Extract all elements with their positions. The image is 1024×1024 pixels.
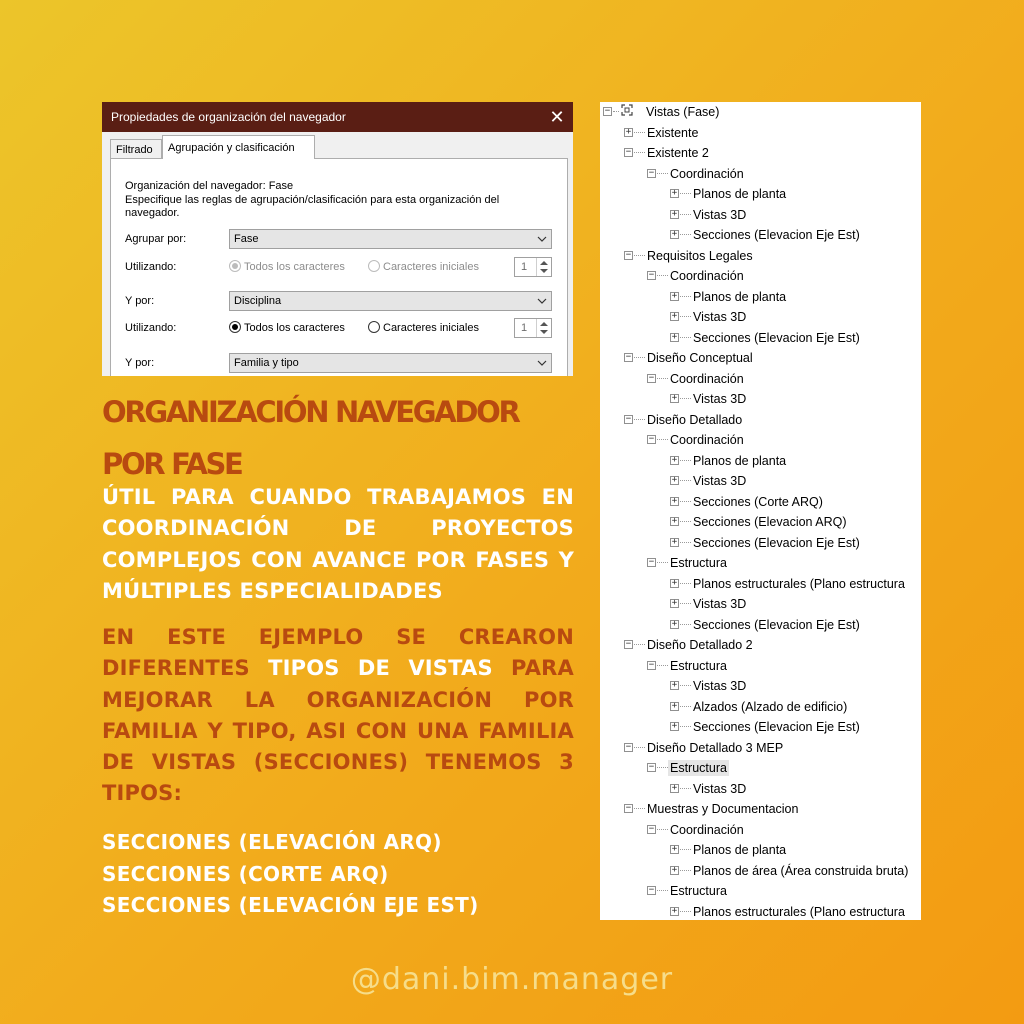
tree-node-label: Planos estructurales (Plano estructura bbox=[693, 576, 905, 591]
project-browser-tree bbox=[600, 102, 921, 920]
tree-connector bbox=[680, 726, 691, 727]
expand-icon[interactable]: + bbox=[671, 700, 678, 711]
tree-node-label: Diseño Detallado 2 bbox=[647, 638, 753, 652]
collapse-icon[interactable]: − bbox=[648, 270, 655, 280]
tree-connector bbox=[634, 747, 645, 748]
type-item-2: SECCIONES (CORTE ARQ) bbox=[102, 862, 389, 886]
all-chars-radio-1[interactable] bbox=[229, 260, 241, 272]
tree-node[interactable] bbox=[600, 143, 921, 163]
tree-node[interactable] bbox=[600, 287, 921, 307]
collapse-icon[interactable]: − bbox=[625, 741, 632, 752]
tree-node[interactable] bbox=[600, 635, 921, 655]
expand-icon[interactable]: + bbox=[671, 905, 678, 916]
tree-node-label: Secciones (Elevacion ARQ) bbox=[693, 515, 847, 529]
tree-connector bbox=[680, 480, 691, 481]
tree-connector bbox=[634, 644, 645, 645]
char-count-stepper-1[interactable] bbox=[514, 257, 552, 277]
stepper-up-icon[interactable] bbox=[540, 322, 548, 326]
tree-connector bbox=[634, 132, 645, 133]
tree-node[interactable] bbox=[600, 615, 921, 635]
tree-connector bbox=[657, 665, 668, 666]
author-handle: @dani.bim.manager bbox=[350, 962, 674, 997]
tree-node[interactable] bbox=[600, 184, 921, 204]
collapse-icon[interactable]: − bbox=[648, 557, 655, 567]
then-by-label-2: Y por: bbox=[125, 357, 155, 369]
tree-node[interactable] bbox=[600, 123, 921, 143]
tree-connector bbox=[680, 849, 691, 850]
all-chars-radio-2[interactable] bbox=[229, 321, 241, 333]
collapse-icon[interactable]: − bbox=[648, 823, 655, 834]
group-by-label: Agrupar por: bbox=[125, 233, 187, 245]
tree-node[interactable] bbox=[600, 799, 921, 819]
tree-node[interactable] bbox=[600, 225, 921, 245]
tree-node[interactable] bbox=[600, 553, 921, 573]
tree-node[interactable] bbox=[600, 881, 921, 901]
tree-connector bbox=[634, 419, 645, 420]
tree-node[interactable] bbox=[600, 451, 921, 471]
headline-line-1: ORGANIZACIÓN NAVEGADOR bbox=[102, 395, 519, 429]
using-options-1 bbox=[229, 259, 509, 275]
collapse-icon[interactable]: − bbox=[648, 885, 655, 895]
char-count-value-1: 1 bbox=[521, 261, 528, 273]
tree-node-label: Planos de área (Área construida bruta) bbox=[693, 863, 909, 878]
tree-connector bbox=[680, 296, 691, 297]
tree-node-label: Vistas 3D bbox=[693, 597, 747, 611]
headline-line-2: POR FASE bbox=[102, 447, 242, 481]
stepper-down-icon[interactable] bbox=[540, 269, 548, 273]
tree-connector bbox=[680, 870, 691, 871]
char-count-value-2: 1 bbox=[521, 322, 528, 334]
organization-name: Organización del navegador: Fase bbox=[125, 180, 294, 192]
group-by-value: Fase bbox=[234, 233, 259, 245]
tree-node-label: Vistas 3D bbox=[693, 781, 747, 796]
expand-icon[interactable]: + bbox=[671, 454, 678, 465]
using-label-1: Utilizando: bbox=[125, 261, 177, 273]
tree-node[interactable] bbox=[600, 430, 921, 450]
chevron-down-icon bbox=[536, 354, 548, 372]
tree-node-label: Vistas 3D bbox=[693, 679, 747, 693]
tree-node[interactable] bbox=[600, 902, 921, 921]
tree-connector bbox=[680, 624, 691, 625]
tree-connector bbox=[680, 911, 691, 912]
tree-connector bbox=[657, 562, 668, 563]
expand-icon[interactable]: + bbox=[671, 577, 678, 588]
all-chars-label-1: Todos los caracteres bbox=[244, 261, 345, 273]
tree-connector bbox=[680, 685, 691, 686]
initial-chars-radio-1[interactable] bbox=[368, 260, 380, 272]
tree-connector bbox=[634, 357, 645, 358]
expand-icon[interactable]: + bbox=[671, 680, 678, 690]
tree-node-label: Secciones (Elevacion Eje Est) bbox=[693, 330, 860, 345]
tree-connector bbox=[657, 829, 668, 830]
tree-node[interactable] bbox=[600, 492, 921, 512]
initial-chars-label-1: Caracteres iniciales bbox=[383, 261, 479, 273]
chevron-down-icon bbox=[536, 230, 548, 248]
char-count-stepper-2[interactable] bbox=[514, 318, 552, 338]
tree-node[interactable] bbox=[600, 656, 921, 676]
tree-node[interactable] bbox=[600, 164, 921, 184]
tree-node-label: Estructura bbox=[670, 884, 727, 898]
tree-node[interactable] bbox=[600, 389, 921, 409]
tree-node-label: Secciones (Elevacion Eje Est) bbox=[693, 535, 860, 550]
tree-node-label: Coordinación bbox=[670, 166, 744, 181]
tree-node-label: Secciones (Elevacion Eje Est) bbox=[693, 617, 860, 632]
expand-icon[interactable]: + bbox=[671, 229, 678, 239]
stepper-down-icon[interactable] bbox=[540, 330, 548, 334]
tree-connector bbox=[680, 398, 691, 399]
tree-connector bbox=[680, 501, 691, 502]
tree-connector bbox=[657, 275, 668, 276]
expand-icon[interactable]: + bbox=[671, 188, 678, 198]
tree-node[interactable] bbox=[600, 574, 921, 594]
tree-node[interactable] bbox=[600, 328, 921, 348]
tree-node[interactable] bbox=[600, 697, 921, 717]
expand-icon[interactable]: + bbox=[671, 393, 678, 403]
using-options-2 bbox=[229, 320, 509, 336]
expand-icon[interactable]: + bbox=[671, 598, 678, 608]
tree-node-label: Estructura bbox=[670, 658, 727, 673]
tree-node-label: Secciones (Elevacion Eje Est) bbox=[693, 720, 860, 734]
tree-connector bbox=[613, 111, 619, 112]
tree-node-label: Diseño Detallado bbox=[647, 412, 743, 427]
tree-connector bbox=[680, 214, 691, 215]
close-icon[interactable]: ✕ bbox=[549, 107, 565, 127]
tree-node[interactable] bbox=[600, 779, 921, 799]
collapse-icon[interactable]: − bbox=[648, 659, 655, 670]
tree-node[interactable] bbox=[600, 738, 921, 758]
all-chars-label-2: Todos los caracteres bbox=[244, 322, 345, 334]
tree-node[interactable] bbox=[600, 861, 921, 881]
chevron-down-icon bbox=[536, 292, 548, 310]
example-highlight: TIPOS DE VISTAS bbox=[268, 656, 493, 681]
tree-connector bbox=[680, 316, 691, 317]
tree-node[interactable] bbox=[600, 758, 921, 778]
then-by-select-2[interactable] bbox=[229, 353, 552, 373]
tree-node-label: Coordinación bbox=[670, 433, 744, 447]
collapse-icon[interactable]: − bbox=[625, 803, 632, 813]
tree-connector bbox=[657, 439, 668, 440]
tree-connector bbox=[657, 173, 668, 174]
tab-agrupacion[interactable]: Agrupación y clasificación bbox=[162, 135, 315, 159]
tree-node-label: Vistas 3D bbox=[693, 392, 747, 406]
stepper-up-icon[interactable] bbox=[540, 261, 548, 265]
tree-node[interactable] bbox=[600, 266, 921, 286]
grouping-panel bbox=[110, 158, 568, 376]
expand-icon[interactable]: + bbox=[671, 475, 678, 485]
tree-connector bbox=[657, 378, 668, 379]
expand-icon[interactable]: + bbox=[671, 844, 678, 854]
tree-node-label: Coordinación bbox=[670, 822, 744, 837]
tree-node[interactable] bbox=[600, 102, 921, 122]
tree-node-label: Muestras y Documentacion bbox=[647, 802, 799, 816]
tree-connector bbox=[680, 603, 691, 604]
tree-node[interactable] bbox=[600, 369, 921, 389]
expand-icon[interactable]: + bbox=[671, 618, 678, 629]
tree-node-label: Planos de planta bbox=[693, 843, 787, 857]
tree-connector bbox=[634, 808, 645, 809]
example-paragraph bbox=[102, 622, 574, 810]
tree-node[interactable] bbox=[600, 410, 921, 430]
initial-chars-label-2: Caracteres iniciales bbox=[383, 322, 479, 334]
tree-node-label: Estructura bbox=[670, 556, 727, 570]
tree-node[interactable] bbox=[600, 820, 921, 840]
expand-icon[interactable]: + bbox=[671, 495, 678, 506]
collapse-icon[interactable]: − bbox=[625, 147, 632, 157]
expand-icon[interactable]: + bbox=[671, 331, 678, 342]
then-by-value-1: Disciplina bbox=[234, 295, 282, 307]
tree-node[interactable] bbox=[600, 307, 921, 327]
tree-node-label: Alzados (Alzado de edificio) bbox=[693, 699, 848, 714]
collapse-icon[interactable]: − bbox=[648, 167, 655, 178]
collapse-icon[interactable]: − bbox=[625, 249, 632, 260]
expand-icon[interactable]: + bbox=[671, 311, 678, 321]
tree-node-label: Vistas 3D bbox=[693, 310, 747, 324]
tree-node-label: Planos de planta bbox=[693, 187, 787, 201]
expand-icon[interactable]: + bbox=[671, 290, 678, 301]
tree-node[interactable] bbox=[600, 512, 921, 532]
tree-node-label: Diseño Detallado 3 MEP bbox=[647, 740, 784, 755]
collapse-icon[interactable]: − bbox=[625, 352, 632, 362]
dialog-title: Propiedades de organización del navegador bbox=[111, 110, 346, 124]
tree-connector bbox=[634, 255, 645, 256]
type-item-1: SECCIONES (ELEVACIÓN ARQ) bbox=[102, 830, 442, 854]
tree-node[interactable] bbox=[600, 594, 921, 614]
tree-node-label: Vistas (Fase) bbox=[646, 105, 720, 119]
tree-node[interactable] bbox=[600, 246, 921, 266]
tree-node-label: Planos de planta bbox=[693, 289, 787, 304]
using-label-2: Utilizando: bbox=[125, 322, 177, 334]
tree-node-label: Coordinación bbox=[670, 269, 744, 283]
tab-filtrado[interactable]: Filtrado bbox=[110, 139, 162, 159]
initial-chars-radio-2[interactable] bbox=[368, 321, 380, 333]
tree-node-label: Secciones (Elevacion Eje Est) bbox=[693, 228, 860, 242]
tree-node[interactable] bbox=[600, 717, 921, 737]
expand-icon[interactable]: + bbox=[671, 864, 678, 875]
tree-node-label: Vistas 3D bbox=[693, 207, 747, 222]
tree-connector bbox=[657, 890, 668, 891]
tree-connector bbox=[657, 767, 668, 768]
expand-icon[interactable]: + bbox=[671, 516, 678, 526]
tree-node-label: Vistas 3D bbox=[693, 474, 747, 488]
tree-node[interactable] bbox=[600, 205, 921, 225]
tree-node[interactable] bbox=[600, 533, 921, 553]
tree-node-label: Secciones (Corte ARQ) bbox=[693, 494, 823, 509]
collapse-icon[interactable]: − bbox=[604, 106, 611, 116]
then-by-select-1[interactable] bbox=[229, 291, 552, 311]
expand-icon[interactable]: + bbox=[671, 782, 678, 793]
tree-node[interactable] bbox=[600, 348, 921, 368]
tree-connector bbox=[680, 706, 691, 707]
description-line-2: navegador. bbox=[125, 207, 180, 219]
tree-node-label: Diseño Conceptual bbox=[647, 351, 753, 365]
tree-connector bbox=[680, 788, 691, 789]
collapse-icon[interactable]: − bbox=[625, 413, 632, 424]
browser-organization-dialog bbox=[102, 102, 573, 376]
collapse-icon[interactable]: − bbox=[648, 372, 655, 383]
expand-icon[interactable]: + bbox=[671, 536, 678, 547]
tree-node-label: Existente 2 bbox=[647, 146, 709, 160]
tree-node[interactable] bbox=[600, 471, 921, 491]
type-item-3: SECCIONES (ELEVACIÓN EJE EST) bbox=[102, 893, 479, 917]
dialog-tabs bbox=[102, 132, 573, 159]
tree-node[interactable] bbox=[600, 676, 921, 696]
tree-connector bbox=[680, 521, 691, 522]
group-by-select[interactable] bbox=[229, 229, 552, 249]
tree-connector bbox=[680, 460, 691, 461]
tree-node-label: Existente bbox=[647, 125, 699, 140]
views-icon bbox=[621, 104, 633, 116]
then-by-label-1: Y por: bbox=[125, 295, 155, 307]
description-line-1: Especifique las reglas de agrupación/clasificación para esta organización del bbox=[125, 194, 500, 206]
tree-node-label: Requisitos Legales bbox=[647, 248, 753, 263]
expand-icon[interactable]: + bbox=[671, 208, 678, 219]
then-by-value-2: Familia y tipo bbox=[234, 357, 299, 369]
tree-node[interactable] bbox=[600, 840, 921, 860]
tree-connector bbox=[680, 234, 691, 235]
collapse-icon[interactable]: − bbox=[625, 639, 632, 649]
tree-connector bbox=[680, 583, 691, 584]
tree-connector bbox=[680, 337, 691, 338]
example-text-1: EN ESTE EJEMPLO SE CREARON DIFERENTES bbox=[102, 625, 574, 681]
tree-node-label: Planos de planta bbox=[693, 453, 787, 468]
dialog-titlebar bbox=[102, 102, 573, 132]
expand-icon[interactable]: + bbox=[671, 721, 678, 731]
tree-connector bbox=[680, 193, 691, 194]
expand-icon[interactable]: + bbox=[625, 126, 632, 137]
collapse-icon[interactable]: − bbox=[648, 434, 655, 444]
tree-node-label: Estructura bbox=[670, 761, 727, 775]
tree-connector bbox=[634, 152, 645, 153]
tree-connector bbox=[680, 542, 691, 543]
tree-node-label: Coordinación bbox=[670, 371, 744, 386]
intro-paragraph: ÚTIL PARA CUANDO TRABAJAMOS EN COORDINACIÓN DE PROYECTOS COMPLEJOS CON AVANCE POR FASES Y MÚLTIPLES ESPECIALIDADES bbox=[102, 485, 574, 603]
collapse-icon[interactable]: − bbox=[648, 762, 655, 772]
tree-node-label: Planos estructurales (Plano estructura bbox=[693, 904, 905, 919]
example-text-2: PARA MEJORAR LA ORGANIZACIÓN POR FAMILIA Y TIPO, ASI CON UNA FAMILIA DE VISTAS (SECCIONES) TENEMOS 3 TIPOS: bbox=[102, 656, 574, 806]
